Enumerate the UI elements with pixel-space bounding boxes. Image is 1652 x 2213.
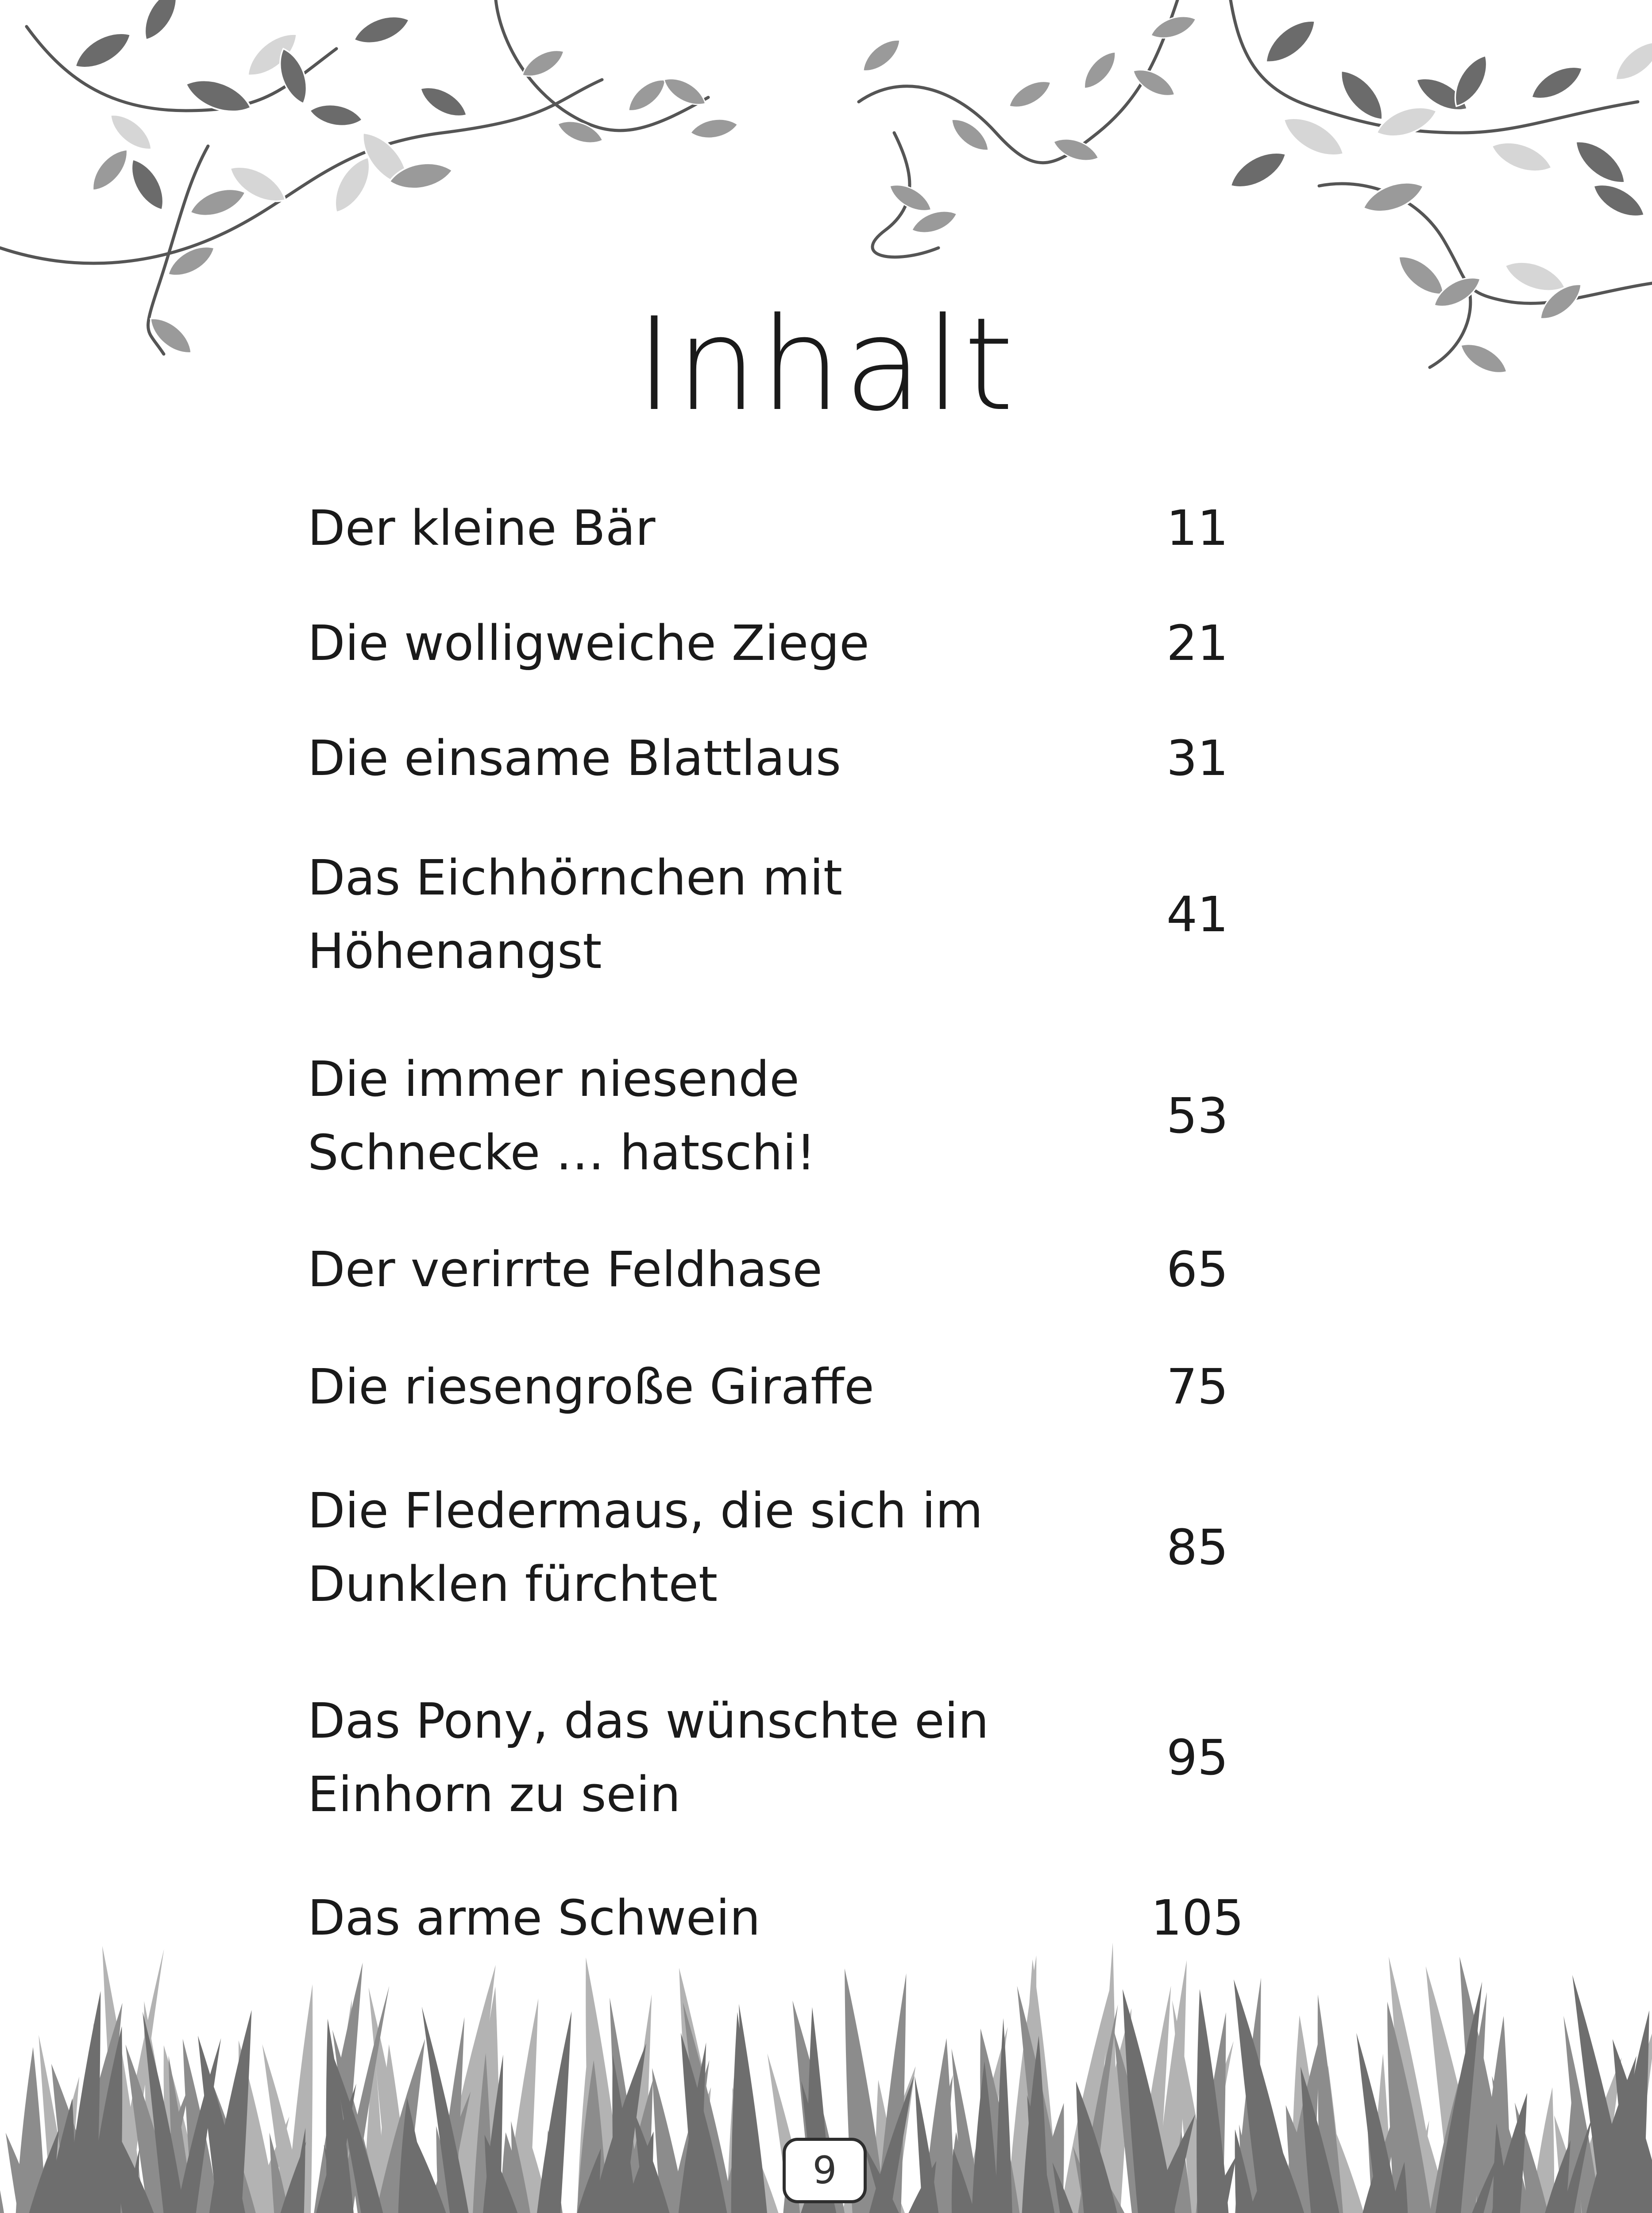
- toc-entry-title: Die immer niesende: [308, 1051, 799, 1107]
- toc-entry-page: 53: [1166, 1087, 1228, 1144]
- page-title: Inhalt: [635, 290, 1017, 440]
- toc-entry-page: 105: [1151, 1889, 1244, 1946]
- toc-entry-title: Die einsame Blattlaus: [308, 730, 841, 787]
- toc-entry-title: Das Pony, das wünschte ein: [308, 1693, 989, 1749]
- toc-entry-page: 31: [1166, 730, 1228, 787]
- toc-entry-title: Das Eichhörnchen mit: [308, 849, 843, 906]
- toc-entry-title: Die riesengroße Giraffe: [308, 1358, 874, 1415]
- page-number: 9: [783, 2138, 867, 2203]
- toc-entry-page: 11: [1166, 500, 1228, 556]
- toc-entry-title: Die Fledermaus, die sich im: [308, 1482, 983, 1539]
- toc-entry-page: 75: [1166, 1358, 1228, 1415]
- toc-entry-page: 85: [1166, 1519, 1228, 1576]
- toc-entry-page: 21: [1166, 615, 1228, 671]
- toc-entry-page: 41: [1166, 886, 1228, 943]
- toc-entry-title: Einhorn zu sein: [308, 1766, 681, 1823]
- toc-entry-title: Schnecke … hatschi!: [308, 1124, 816, 1181]
- toc-entry-title: Höhenangst: [308, 923, 602, 979]
- toc-entry-title: Die wolligweiche Ziege: [308, 615, 869, 671]
- toc-entry-page: 65: [1166, 1241, 1228, 1298]
- toc-entry-title: Das arme Schwein: [308, 1889, 760, 1946]
- toc-entry-title: Der verirrte Feldhase: [308, 1241, 822, 1298]
- toc-entry-page: 95: [1166, 1729, 1228, 1786]
- toc-entry-title: Der kleine Bär: [308, 500, 656, 556]
- toc-entry-title: Dunklen fürchtet: [308, 1556, 718, 1612]
